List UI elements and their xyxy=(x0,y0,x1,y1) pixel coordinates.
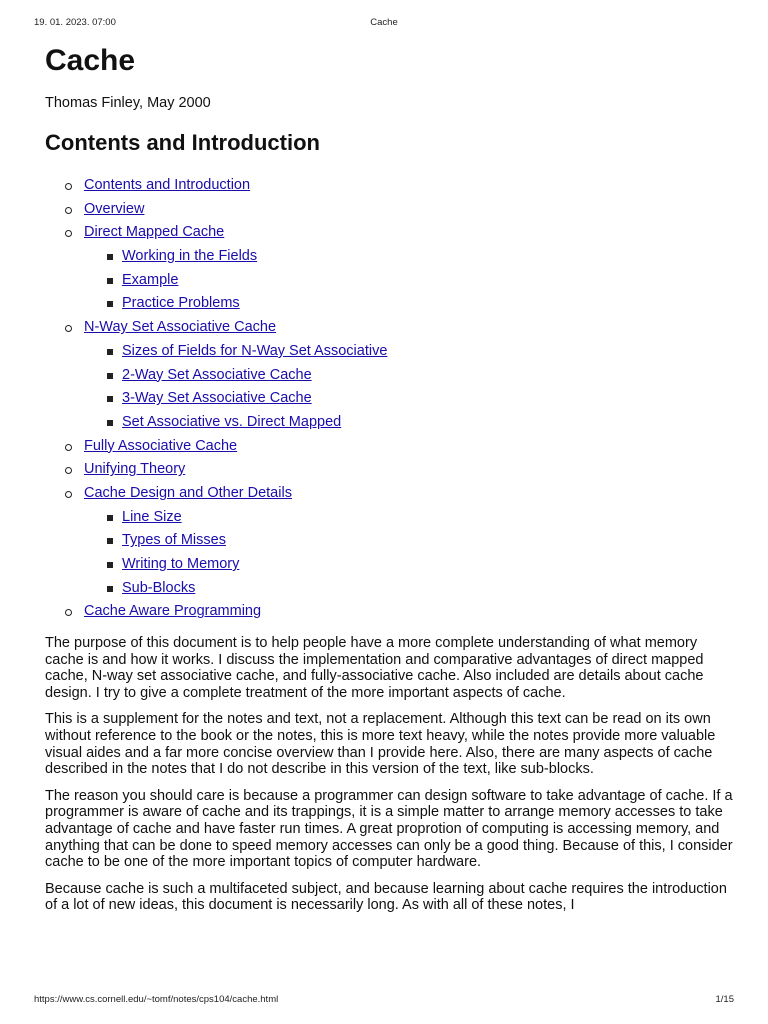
toc-row xyxy=(84,174,735,198)
toc-sublist xyxy=(84,245,735,316)
toc-row xyxy=(84,435,735,459)
toc-row xyxy=(122,577,735,601)
toc-row xyxy=(122,529,735,553)
toc-subitem xyxy=(84,292,735,316)
toc-sublink[interactable]: Working in the Fields xyxy=(122,248,258,265)
toc-item xyxy=(45,600,735,624)
paragraph: This is a supplement for the notes and text, not a replacement. Although this text can be read on its own without reference to the book or the notes, this is more text heavy, while the notes provide more valuable visual aides and a far more concise overview than I provide here. Also, there are many aspects of cache described in the notes that I do not describe in this version of the text, like sub-blocks. xyxy=(45,711,716,778)
page-number: 1/15 xyxy=(715,994,734,1005)
toc-row xyxy=(122,364,735,388)
toc-item xyxy=(45,174,735,198)
toc-link[interactable]: Overview xyxy=(84,200,145,217)
toc-row xyxy=(122,387,735,411)
paragraph: Because cache is such a multifaceted subject, and because learning about cache requires the introduction of a lot of new ideas, this document is necessarily long. As with all of these notes, I xyxy=(45,880,727,914)
toc-row xyxy=(84,198,735,222)
toc-subitem xyxy=(84,387,735,411)
toc-sublink[interactable]: Sizes of Fields for N-Way Set Associative xyxy=(122,342,388,359)
toc-row xyxy=(84,221,735,245)
toc-link[interactable]: Cache Design and Other Details xyxy=(84,484,292,501)
toc-sublink[interactable]: Writing to Memory xyxy=(122,556,240,572)
toc-row xyxy=(122,292,735,316)
print-url: https://www.cs.cornell.edu/~tomf/notes/cps104/cache.html xyxy=(34,994,279,1005)
toc-subitem xyxy=(84,506,735,530)
toc-row xyxy=(84,482,735,506)
toc-subitem xyxy=(84,411,735,435)
toc-link[interactable]: N-Way Set Associative Cache xyxy=(84,319,277,336)
toc-item xyxy=(45,435,735,459)
toc-sublist xyxy=(84,340,735,435)
print-title: Cache xyxy=(370,17,398,28)
toc-row xyxy=(84,600,735,624)
toc-item xyxy=(45,458,735,482)
toc-sublink[interactable]: Line Size xyxy=(122,508,182,525)
toc-subitem xyxy=(84,364,735,388)
toc-link[interactable]: Contents and Introduction xyxy=(84,177,251,193)
toc-subitem xyxy=(84,577,735,601)
toc-item xyxy=(45,221,735,316)
toc-sublink[interactable]: 2-Way Set Associative Cache xyxy=(122,366,312,383)
toc-sublink[interactable]: Sub-Blocks xyxy=(122,579,196,596)
toc-row xyxy=(122,553,735,577)
print-footer xyxy=(34,994,734,1008)
toc-row xyxy=(84,458,735,482)
toc-subitem xyxy=(84,529,735,553)
toc-link[interactable]: Fully Associative Cache xyxy=(84,437,238,454)
toc-row xyxy=(122,269,735,293)
byline: Thomas Finley, May 2000 xyxy=(45,95,211,111)
toc-row xyxy=(122,340,735,364)
toc-row xyxy=(84,316,735,340)
document-body xyxy=(45,38,735,914)
toc-subitem xyxy=(84,340,735,364)
toc-row xyxy=(122,245,735,269)
toc-item xyxy=(45,316,735,434)
toc-link[interactable]: Unifying Theory xyxy=(84,461,186,478)
toc-sublink[interactable]: Example xyxy=(122,271,179,288)
toc-sublink[interactable]: 3-Way Set Associative Cache xyxy=(122,390,312,407)
paragraph: The purpose of this document is to help people have a more complete understanding of what memory cache is and how it works. I discuss the implementation and comparative advantages of direct mapped cache, N-way set associative cache, and fully-associative cache. Also included are details about cache design. I try to give a complete treatment of the more important aspects of cache. xyxy=(45,635,704,701)
print-timestamp: 19. 01. 2023. 07:00 xyxy=(34,17,116,28)
toc-row xyxy=(122,411,735,435)
toc-subitem xyxy=(84,269,735,293)
toc-sublist xyxy=(84,506,735,601)
toc-link[interactable]: Direct Mapped Cache xyxy=(84,224,225,241)
toc-subitem xyxy=(84,553,735,577)
page-title: Cache xyxy=(45,44,136,77)
table-of-contents xyxy=(45,174,735,624)
paragraph: The reason you should care is because a programmer can design software to take advantage of cache. If a programmer is aware of cache and its trappings, it is a simple matter to arrange memory accesses to take advantage of cache and have faster run times. A great proprotion of computing is accessing memory, and anything that can be done to speed memory accesses can only be a good thing. Because of this, I consider cache to be one of the more important topics of computer hardware. xyxy=(45,787,733,871)
toc-link[interactable]: Cache Aware Programming xyxy=(84,603,262,620)
toc-subitem xyxy=(84,245,735,269)
section-heading: Contents and Introduction xyxy=(45,130,320,155)
toc-sublink[interactable]: Types of Misses xyxy=(122,532,226,549)
intro-paragraphs xyxy=(45,635,735,914)
toc-sublink[interactable]: Set Associative vs. Direct Mapped xyxy=(122,413,342,430)
toc-row xyxy=(122,506,735,530)
toc-item xyxy=(45,482,735,600)
toc-sublink[interactable]: Practice Problems xyxy=(122,295,240,312)
toc-item xyxy=(45,198,735,222)
print-header xyxy=(34,17,734,31)
